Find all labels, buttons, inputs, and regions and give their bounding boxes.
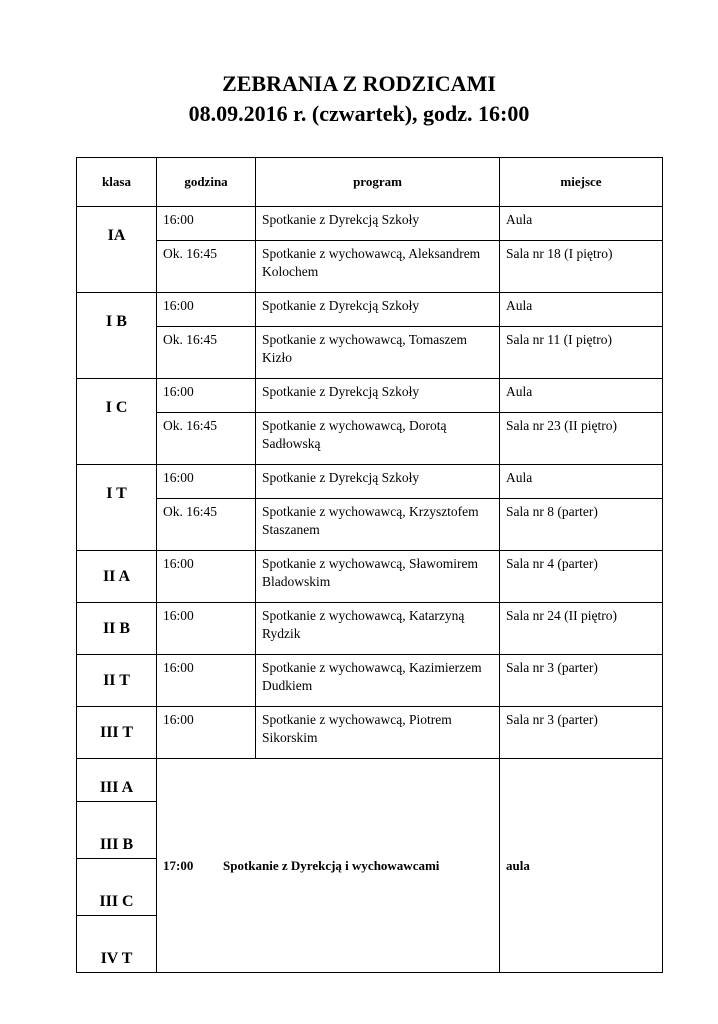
class-cell: III T bbox=[77, 707, 157, 759]
class-cell: I C bbox=[77, 379, 157, 465]
class-cell: III C bbox=[77, 859, 157, 916]
column-header-godzina: godzina bbox=[157, 158, 256, 207]
program-cell: Spotkanie z Dyrekcją Szkoły bbox=[256, 207, 500, 241]
table-row bbox=[77, 465, 663, 499]
time-cell: 16:00 bbox=[157, 707, 256, 759]
program-cell: Spotkanie z wychowawcą, Krzysztofem Staszanem bbox=[256, 499, 500, 551]
combined-time: 17:00 bbox=[163, 858, 194, 873]
program-cell: Spotkanie z wychowawcą, Kazimierzem Dudkiem bbox=[256, 655, 500, 707]
program-cell: Spotkanie z wychowawcą, Sławomirem Bladowskim bbox=[256, 551, 500, 603]
time-cell: 16:00 bbox=[157, 465, 256, 499]
time-cell: Ok. 16:45 bbox=[157, 327, 256, 379]
column-header-klasa: klasa bbox=[77, 158, 157, 207]
time-cell: 16:00 bbox=[157, 379, 256, 413]
table-row bbox=[77, 551, 663, 603]
table-row bbox=[77, 707, 663, 759]
place-cell: Sala nr 3 (parter) bbox=[500, 707, 663, 759]
place-cell: Aula bbox=[500, 207, 663, 241]
place-cell: Aula bbox=[500, 465, 663, 499]
table-row bbox=[77, 379, 663, 413]
program-cell: Spotkanie z wychowawcą, Aleksandrem Kolochem bbox=[256, 241, 500, 293]
table-row bbox=[77, 413, 663, 465]
table-row bbox=[77, 207, 663, 241]
place-cell: Sala nr 18 (I piętro) bbox=[500, 241, 663, 293]
combined-place-cell: aula bbox=[500, 759, 663, 973]
class-cell: II B bbox=[77, 603, 157, 655]
table-row bbox=[77, 603, 663, 655]
class-cell: I B bbox=[77, 293, 157, 379]
table-row bbox=[77, 499, 663, 551]
place-cell: Sala nr 24 (II piętro) bbox=[500, 603, 663, 655]
class-cell: IV T bbox=[77, 916, 157, 973]
program-cell: Spotkanie z wychowawcą, Piotrem Sikorskim bbox=[256, 707, 500, 759]
time-cell: Ok. 16:45 bbox=[157, 413, 256, 465]
table-row bbox=[77, 759, 663, 802]
place-cell: Sala nr 4 (parter) bbox=[500, 551, 663, 603]
time-cell: 16:00 bbox=[157, 655, 256, 707]
time-cell: 16:00 bbox=[157, 207, 256, 241]
place-cell: Aula bbox=[500, 293, 663, 327]
program-cell: Spotkanie z Dyrekcją Szkoły bbox=[256, 465, 500, 499]
page-subtitle: 08.09.2016 r. (czwartek), godz. 16:00 bbox=[188, 101, 530, 126]
place-cell: Sala nr 8 (parter) bbox=[500, 499, 663, 551]
program-cell: Spotkanie z wychowawcą, Tomaszem Kizło bbox=[256, 327, 500, 379]
program-cell: Spotkanie z wychowawcą, Katarzyną Rydzik bbox=[256, 603, 500, 655]
class-cell: II A bbox=[77, 551, 157, 603]
place-cell: Sala nr 3 (parter) bbox=[500, 655, 663, 707]
time-cell: Ok. 16:45 bbox=[157, 241, 256, 293]
combined-program: Spotkanie z Dyrekcją i wychowawcami bbox=[223, 858, 440, 873]
place-cell: Aula bbox=[500, 379, 663, 413]
time-cell: 16:00 bbox=[157, 603, 256, 655]
program-cell: Spotkanie z wychowawcą, Dorotą Sadłowską bbox=[256, 413, 500, 465]
table-row bbox=[77, 293, 663, 327]
table-row bbox=[77, 655, 663, 707]
page-title: ZEBRANIA Z RODZICAMI bbox=[222, 71, 496, 96]
schedule-table bbox=[76, 157, 663, 973]
table-row bbox=[77, 327, 663, 379]
column-header-program: program bbox=[256, 158, 500, 207]
program-cell: Spotkanie z Dyrekcją Szkoły bbox=[256, 293, 500, 327]
time-cell: 16:00 bbox=[157, 293, 256, 327]
table-row bbox=[77, 241, 663, 293]
time-cell: Ok. 16:45 bbox=[157, 499, 256, 551]
program-cell: Spotkanie z Dyrekcją Szkoły bbox=[256, 379, 500, 413]
class-cell: I T bbox=[77, 465, 157, 551]
class-cell: III A bbox=[77, 759, 157, 802]
place-cell: Sala nr 11 (I piętro) bbox=[500, 327, 663, 379]
place-cell: Sala nr 23 (II piętro) bbox=[500, 413, 663, 465]
class-cell: IA bbox=[77, 207, 157, 293]
class-cell: II T bbox=[77, 655, 157, 707]
class-cell: III B bbox=[77, 802, 157, 859]
table-header-row bbox=[77, 158, 663, 207]
column-header-miejsce: miejsce bbox=[500, 158, 663, 207]
combined-program-cell bbox=[157, 759, 500, 973]
time-cell: 16:00 bbox=[157, 551, 256, 603]
